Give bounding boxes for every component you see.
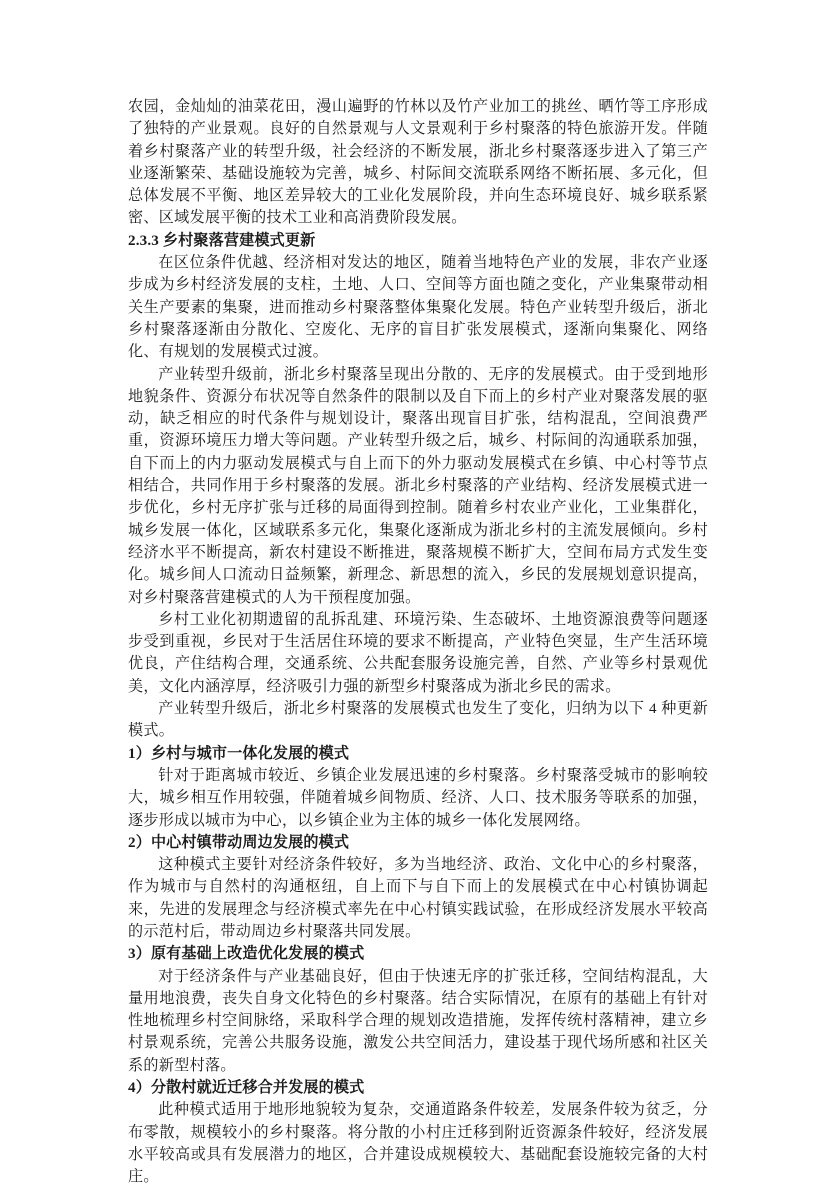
paragraph-early-industrialization: 乡村工业化初期遗留的乱拆乱建、环境污染、生态破坏、土地资源浪费等问题逐步受到重视，乡民对于生活居住环境的要求不断提高，产业特色突显，生产生活环境优良，产住结构合理，交通系统、公共配套服务设施完善，自然、产业等乡村景观优美，文化内涵淳厚，经济吸引力强的新型乡村聚落成为浙北乡民的需求。 bbox=[128, 611, 708, 695]
list-heading-mode-4: 4）分散村就近迁移合并发展的模式 bbox=[128, 1080, 365, 1097]
section-heading-2-3-3: 2.3.3 乡村聚落营建模式更新 bbox=[128, 232, 316, 249]
paragraph-four-modes-intro: 产业转型升级后，浙北乡村聚落的发展模式也发生了变化，归纳为以下 4 种更新模式。 bbox=[128, 701, 708, 740]
list-heading-mode-3: 3）原有基础上改造优化发展的模式 bbox=[128, 946, 365, 963]
paragraph-mode-4: 此种模式适用于地形地貌较为复杂，交通道路条件较差，发展条件较为贫乏，分布零散，规模较小的乡村聚落。将分散的小村庄迁移到附近资源条件较好，经济发展水平较高或具有发展潜力的地区，合并建设成规模较大、基础配套设施较完备的大村庄。 bbox=[128, 1102, 708, 1186]
paragraph-intro-continued: 农园，金灿灿的油菜花田，漫山遍野的竹林以及竹产业加工的挑丝、晒竹等工序形成了独特的产业景观。良好的自然景观与人文景观利于乡村聚落的特色旅游开发。伴随着乡村聚落产业的转型升级，社会经济的不断发展，浙北乡村聚落逐步进入了第三产业逐渐繁荣、基础设施较为完善，城乡、村际间交流联系网络不断拓展、多元化，但总体发展不平衡、地区差异较大的工业化发展阶段，并向生态环境良好、城乡联系紧密、区域发展平衡的技术工业和高消费阶段发展。 bbox=[128, 99, 708, 227]
paragraph-mode-2: 这种模式主要针对经济条件较好，多为当地经济、政治、文化中心的乡村聚落，作为城市与自然村的沟通枢纽，自上而下与自下而上的发展模式在中心村镇协调起来，先进的发展理念与经济模式率先在中心村镇实践试验，在形成经济发展水平较高的示范村后，带动周边乡村聚落共同发展。 bbox=[128, 857, 708, 940]
paragraph-mode-3: 对于经济条件与产业基础良好，但由于快速无序的扩张迁移，空间结构混乱，大量用地浪费，丧失自身文化特色的乡村聚落。结合实际情况，在原有的基础上有针对性地梳理乡村空间脉络，采取科学合理的规划改造措施，发挥传统村落精神，建立乡村景观系统，完善公共服务设施，激发公共空间活力，建设基于现代场所感和社区关系的新型村落。 bbox=[128, 968, 708, 1074]
page-text-column bbox=[128, 96, 708, 1189]
paragraph-mode-1: 针对于距离城市较近、乡镇企业发展迅速的乡村聚落。乡村聚落受城市的影响较大，城乡相互作用较强，伴随着城乡间物质、经济、人口、技术服务等联系的加强，逐步形成以城市为中心，以乡镇企业为主体的城乡一体化发展网络。 bbox=[128, 767, 708, 829]
list-heading-mode-1: 1）乡村与城市一体化发展的模式 bbox=[128, 745, 350, 762]
paragraph-location-advantage: 在区位条件优越、经济相对发达的地区，随着当地特色产业的发展，非农产业逐步成为乡村经济发展的支柱，土地、人口、空间等方面也随之变化，产业集聚带动相关生产要素的集聚，进而推动乡村聚落整体集聚化发展。特色产业转型升级后，浙北乡村聚落逐渐由分散化、空废化、无序的盲目扩张发展模式，逐渐向集聚化、网络化、有规划的发展模式过渡。 bbox=[128, 255, 708, 361]
list-heading-mode-2: 2）中心村镇带动周边发展的模式 bbox=[128, 834, 350, 851]
paragraph-before-upgrade: 产业转型升级前，浙北乡村聚落呈现出分散的、无序的发展模式。由于受到地形地貌条件、资源分布状况等自然条件的限制以及自下而上的乡村产业对聚落发展的驱动，缺乏相应的时代条件与规划设计，聚落出现盲目扩张，结构混乱，空间浪费严重，资源环境压力增大等问题。产业转型升级之后，城乡、村际间的沟通联系加强，自下而上的内力驱动发展模式与自上而下的外力驱动发展模式在乡镇、中心村等节点相结合，共同作用于乡村聚落的发展。浙北乡村聚落的产业结构、经济发展模式进一步优化，乡村无序扩张与迁移的局面得到控制。随着乡村农业产业化，工业集群化，城乡发展一体化，区域联系多元化，集聚化逐渐成为浙北乡村的主流发展倾向。乡村经济水平不断提高，新农村建设不断推进，聚落规模不断扩大，空间布局方式发生变化。城乡间人口流动日益频繁，新理念、新思想的流入，乡民的发展规划意识提高，对乡村聚落营建模式的人为干预程度加强。 bbox=[128, 366, 708, 606]
